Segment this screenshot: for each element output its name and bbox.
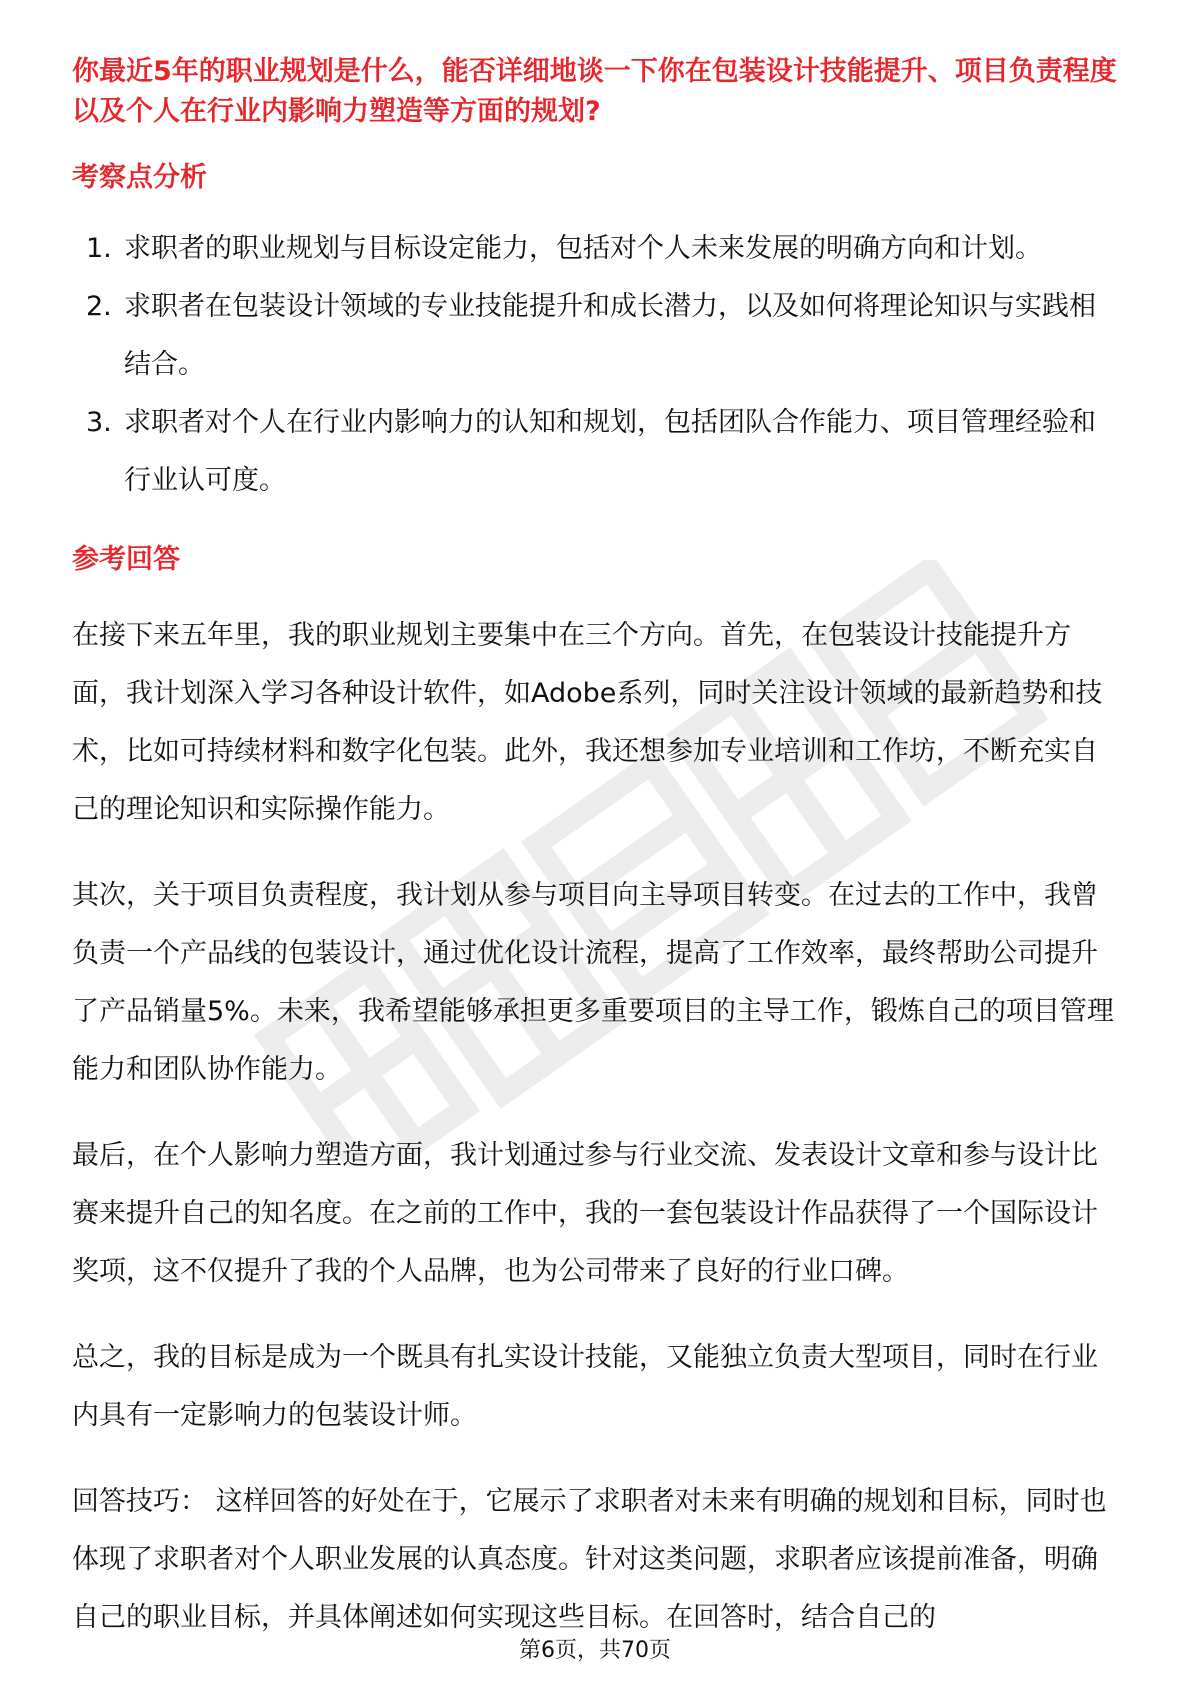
answer-tips-paragraph: 回答技巧： 这样回答的好处在于，它展示了求职者对未来有明确的规划和目标，同时也体现了求职者对个人职业发展的认真态度。针对这类问题，求职者应该提前准备，明确自己的职业目标，并具体阐述如何实现这些目标。在回答时，结合自己的: [72, 1486, 1107, 1633]
analysis-item-number: 3.: [86, 407, 112, 438]
answer-paragraph: 在接下来五年里，我的职业规划主要集中在三个方向。首先，在包装设计技能提升方面，我计划深入学习各种设计软件，如Adobe系列，同时关注设计领域的最新趋势和技术，比如可持续材料和数字化包装。此外，我还想参加专业培训和工作坊，不断充实自己的理论知识和实际操作能力。: [72, 620, 1103, 825]
analysis-item: [72, 220, 1122, 278]
analysis-item-text: 求职者对个人在行业内影响力的认知和规划，包括团队合作能力、项目管理经验和行业认可度。: [124, 407, 1096, 496]
analysis-item: [72, 278, 1122, 394]
analysis-item: [72, 394, 1122, 510]
answer-paragraph: 最后，在个人影响力塑造方面，我计划通过参与行业交流、发表设计文章和参与设计比赛来提升自己的知名度。在之前的工作中，我的一套包装设计作品获得了一个国际设计奖项，这不仅提升了我的个人品牌，也为公司带来了良好的行业口碑。: [72, 1140, 1098, 1287]
analysis-item-number: 1.: [86, 233, 112, 264]
analysis-item-text: 求职者在包装设计领域的专业技能提升和成长潜力，以及如何将理论知识与实践相结合。: [124, 291, 1096, 380]
analysis-item-number: 2.: [86, 291, 112, 322]
analysis-title: 考察点分析: [72, 162, 207, 193]
page-content: [72, 52, 1122, 1647]
answer-title: 参考回答: [72, 544, 180, 575]
page-number-footer: 第6页，共70页: [519, 1638, 671, 1663]
question-heading: 你最近5年的职业规划是什么，能否详细地谈一下你在包装设计技能提升、项目负责程度以及个人在行业内影响力塑造等方面的规划?: [72, 56, 1117, 127]
answer-paragraph: 其次，关于项目负责程度，我计划从参与项目向主导项目转变。在过去的工作中，我曾负责一个产品线的包装设计，通过优化设计流程，提高了工作效率，最终帮助公司提升了产品销量5%。未来，我希望能够承担更多重要项目的主导工作，锻炼自己的项目管理能力和团队协作能力。: [72, 880, 1114, 1085]
analysis-item-text: 求职者的职业规划与目标设定能力，包括对个人未来发展的明确方向和计划。: [124, 233, 1042, 264]
analysis-list: [72, 220, 1122, 510]
answer-paragraph: 总之，我的目标是成为一个既具有扎实设计技能，又能独立负责大型项目，同时在行业内具有一定影响力的包装设计师。: [72, 1342, 1098, 1431]
